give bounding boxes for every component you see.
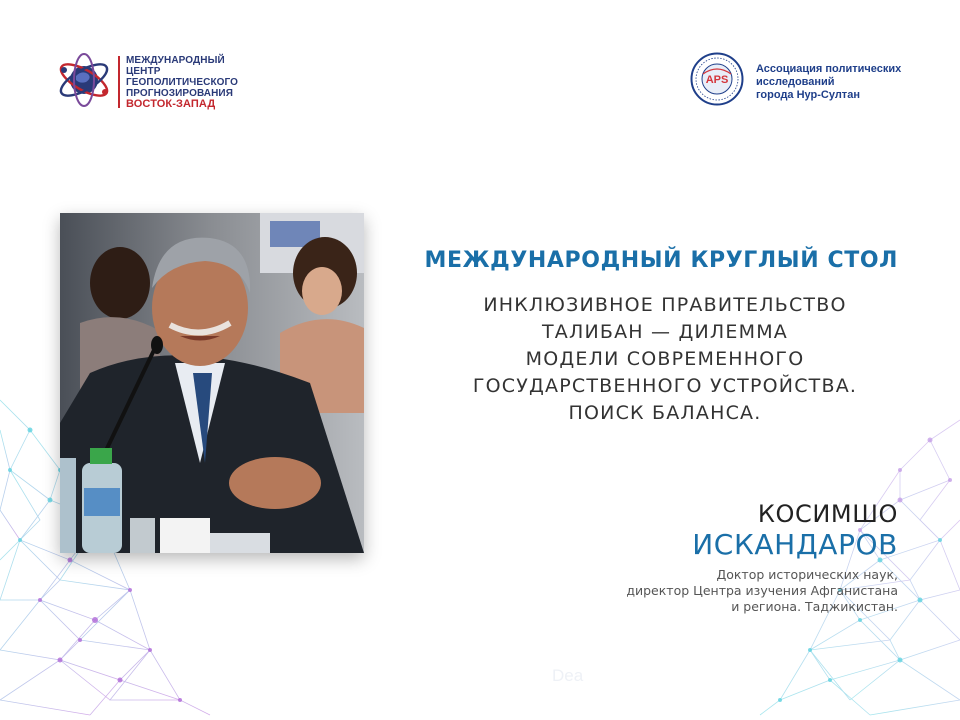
logo-left-text <box>126 55 238 110</box>
faint-watermark-text: Dea <box>552 666 584 685</box>
logo-left-line: ЦЕНТР <box>126 66 161 77</box>
logo-right-text <box>756 63 901 102</box>
logo-right-line: города Нур-Султан <box>756 89 860 101</box>
event-title-line: ТАЛИБАН — ДИЛЕММА <box>541 321 789 343</box>
logo-right-line: Ассоциация политических <box>756 63 902 75</box>
speaker-first-name: КОСИМШО <box>757 500 898 528</box>
event-title-line: МОДЕЛИ СОВРЕМЕННОГО <box>525 348 805 370</box>
aps-association-logo <box>690 52 910 112</box>
logo-divider <box>118 56 120 108</box>
logo-right-line: исследований <box>756 76 835 88</box>
logo-left-line: ГЕОПОЛИТИЧЕСКОГО <box>126 77 239 88</box>
speaker-bio-line: директор Центра изучения Афганистана <box>626 583 898 598</box>
aps-seal-icon <box>690 52 744 106</box>
event-type-heading: МЕЖДУНАРОДНЫЙ КРУГЛЫЙ СТОЛ <box>424 248 898 273</box>
globe-atom-icon <box>56 52 112 108</box>
speaker-bio-line: Доктор исторических наук, <box>716 567 898 582</box>
east-west-center-logo <box>56 52 256 112</box>
aps-badge-text: APS <box>705 74 729 86</box>
speaker-photo <box>60 213 364 553</box>
event-title-line: ИНКЛЮЗИВНОЕ ПРАВИТЕЛЬСТВО <box>483 294 847 316</box>
speaker-bio-line: и региона. Таджикистан. <box>731 599 898 614</box>
event-title-line: ПОИСК БАЛАНСА. <box>568 402 762 424</box>
speaker-last-name: ИСКАНДАРОВ <box>692 528 898 561</box>
speaker-bio <box>626 567 898 615</box>
logo-left-line: МЕЖДУНАРОДНЫЙ <box>126 55 225 66</box>
logo-left-line-accent: ВОСТОК-ЗАПАД <box>126 98 216 110</box>
event-title <box>400 292 930 427</box>
event-title-line: ГОСУДАРСТВЕННОГО УСТРОЙСТВА. <box>472 375 858 397</box>
speaker-photo-illustration <box>60 213 364 553</box>
logo-left-line: ПРОГНОЗИРОВАНИЯ <box>126 88 233 99</box>
